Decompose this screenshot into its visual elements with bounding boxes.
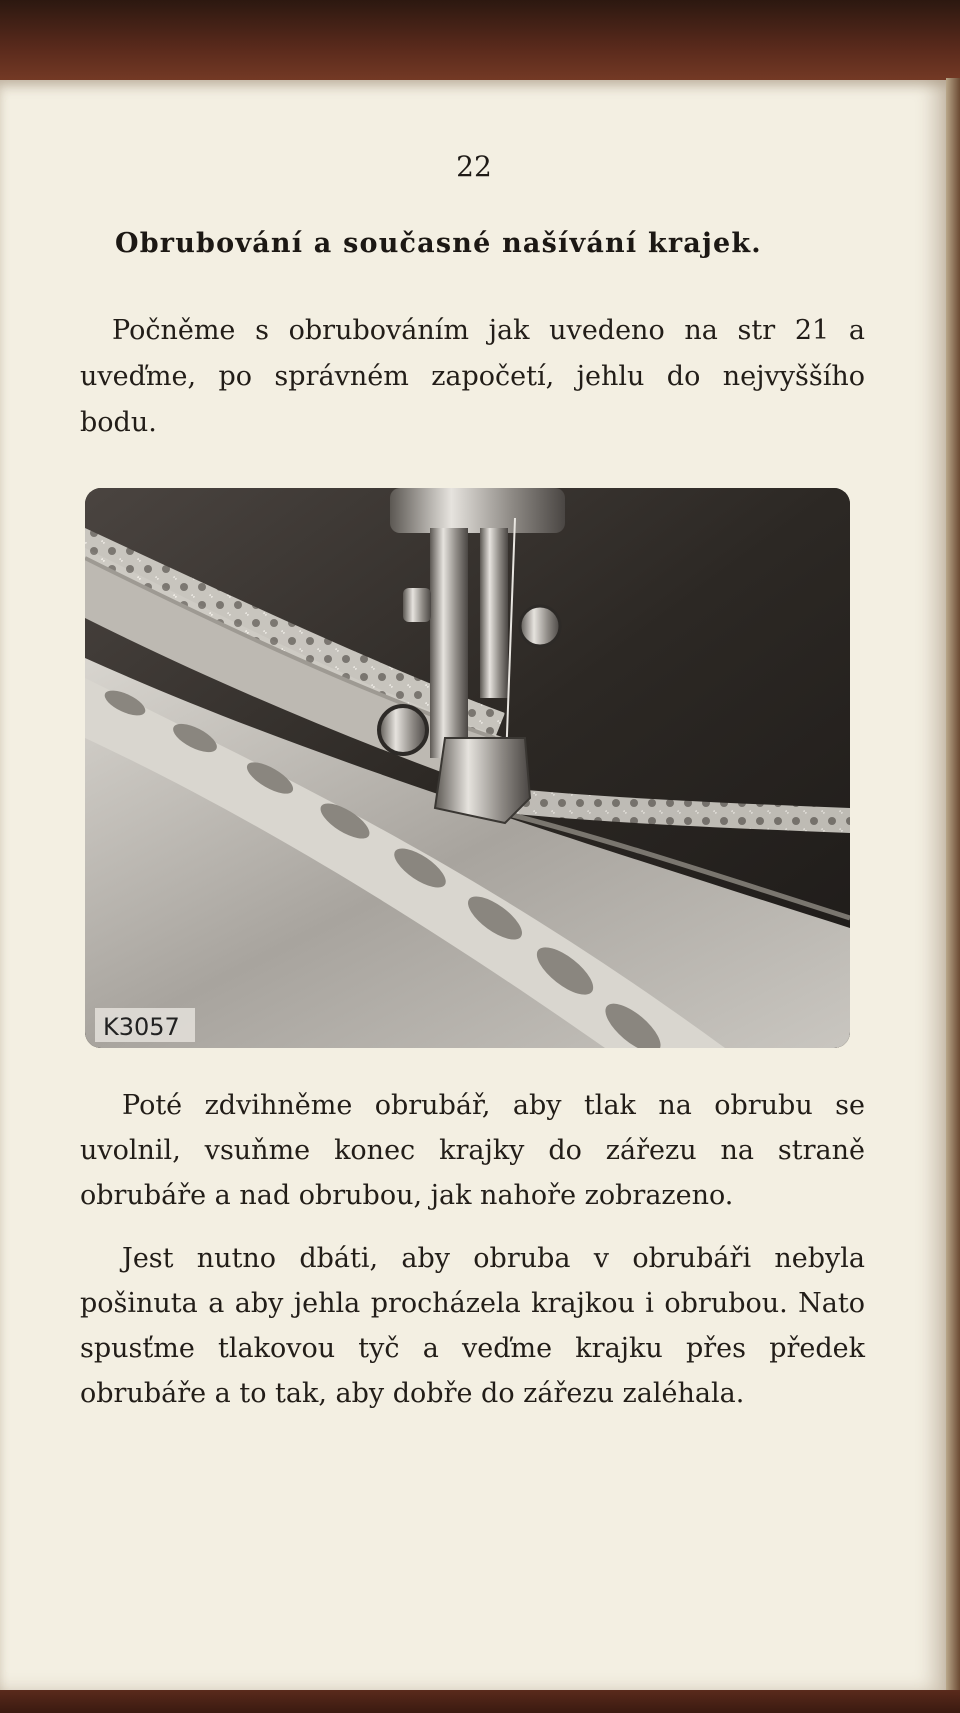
figure-label: K3057 xyxy=(103,1013,180,1041)
book-bottom-edge xyxy=(0,1690,960,1713)
section-heading: Obrubování a současné našívání krajek. xyxy=(115,228,762,259)
page-number: 22 xyxy=(456,150,492,183)
paragraph-1: Počněme s obrubováním jak uvedeno na str 21 a uveďme, po správném započetí, jehlu do nejvyššího bodu. xyxy=(80,315,865,438)
book-page-edge xyxy=(946,78,960,1693)
book-top-edge xyxy=(0,0,960,88)
paragraph-3: Jest nutno dbáti, aby obruba v obrubáři nebyla pošinuta a aby jehla procházela krajkou i obrubou. Nato spusťme tlakovou tyč a veďme krajku přes předek obrubáře a to tak, aby dobře do zářezu zaléhala. xyxy=(80,1243,865,1409)
paragraph-2: Poté zdvihněme obrubář, aby tlak na obrubu se uvolnil, vsuňme konec krajky do zářezu na straně obrubáře a nad obrubou, jak nahoře zobrazeno. xyxy=(80,1090,865,1211)
sewing-machine-photo xyxy=(85,488,850,1048)
